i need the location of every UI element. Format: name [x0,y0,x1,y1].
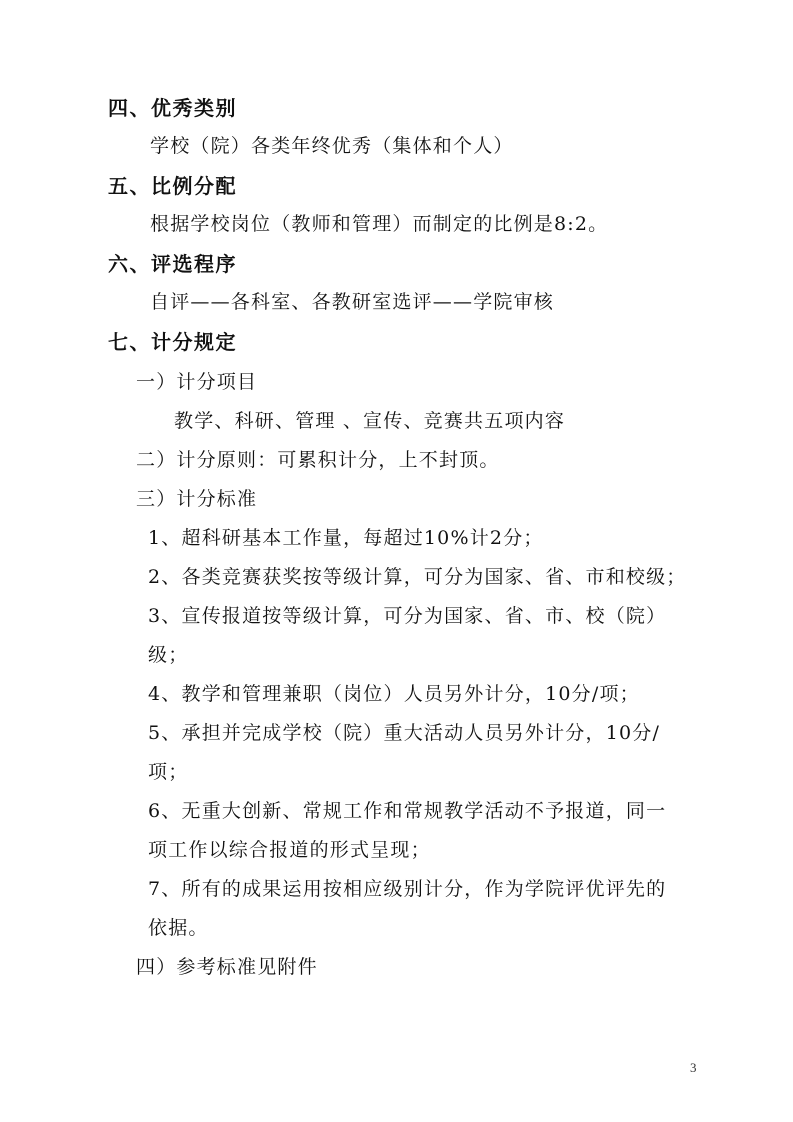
scoring-rule-line: 依据。 [148,917,209,939]
scoring-rule-line: 级； [148,644,189,666]
scoring-item-title: 一）计分项目 [136,371,258,393]
scoring-rule-line: 2、各类竞赛获奖按等级计算，可分为国家、省、市和校级； [148,566,687,588]
scoring-rule-line: 4、教学和管理兼职（岗位）人员另外计分，10分/项； [148,683,640,705]
scoring-rule-line: 1、超科研基本工作量，每超过10%计2分； [148,527,544,549]
page-number: 3 [690,1060,697,1075]
scoring-rule-line: 项； [148,761,189,783]
section-heading-ratio: 五、比例分配 [108,174,237,198]
scoring-rule-line: 3、宣传报道按等级计算，可分为国家、省、市、校（院） [148,605,667,627]
scoring-rule-line: 7、所有的成果运用按相应级别计分，作为学院评优评先的 [148,878,667,900]
section-body-ratio: 根据学校岗位（教师和管理）而制定的比例是8:2。 [150,213,609,235]
scoring-rule-line: 项工作以综合报道的形式呈现； [148,839,431,861]
scoring-principle: 二）计分原则：可累积计分，上不封顶。 [136,449,500,471]
scoring-rule-line: 5、承担并完成学校（院）重大活动人员另外计分，10分/ [148,722,661,744]
scoring-item-body: 教学、科研、管理 、宣传、竞赛共五项内容 [174,410,566,432]
section-heading-selection-procedure: 六、评选程序 [108,252,237,276]
section-heading-scoring-rules: 七、计分规定 [108,330,237,354]
section-body-excellence-categories: 学校（院）各类年终优秀（集体和个人） [150,135,514,157]
scoring-rule-line: 6、无重大创新、常规工作和常规教学活动不予报道，同一 [148,800,667,822]
reference-standard: 四）参考标准见附件 [136,956,318,978]
scoring-standard-title: 三）计分标准 [136,488,258,510]
section-body-selection-procedure: 自评——各科室、各教研室选评——学院审核 [150,291,555,313]
section-heading-excellence-categories: 四、优秀类别 [108,96,237,120]
